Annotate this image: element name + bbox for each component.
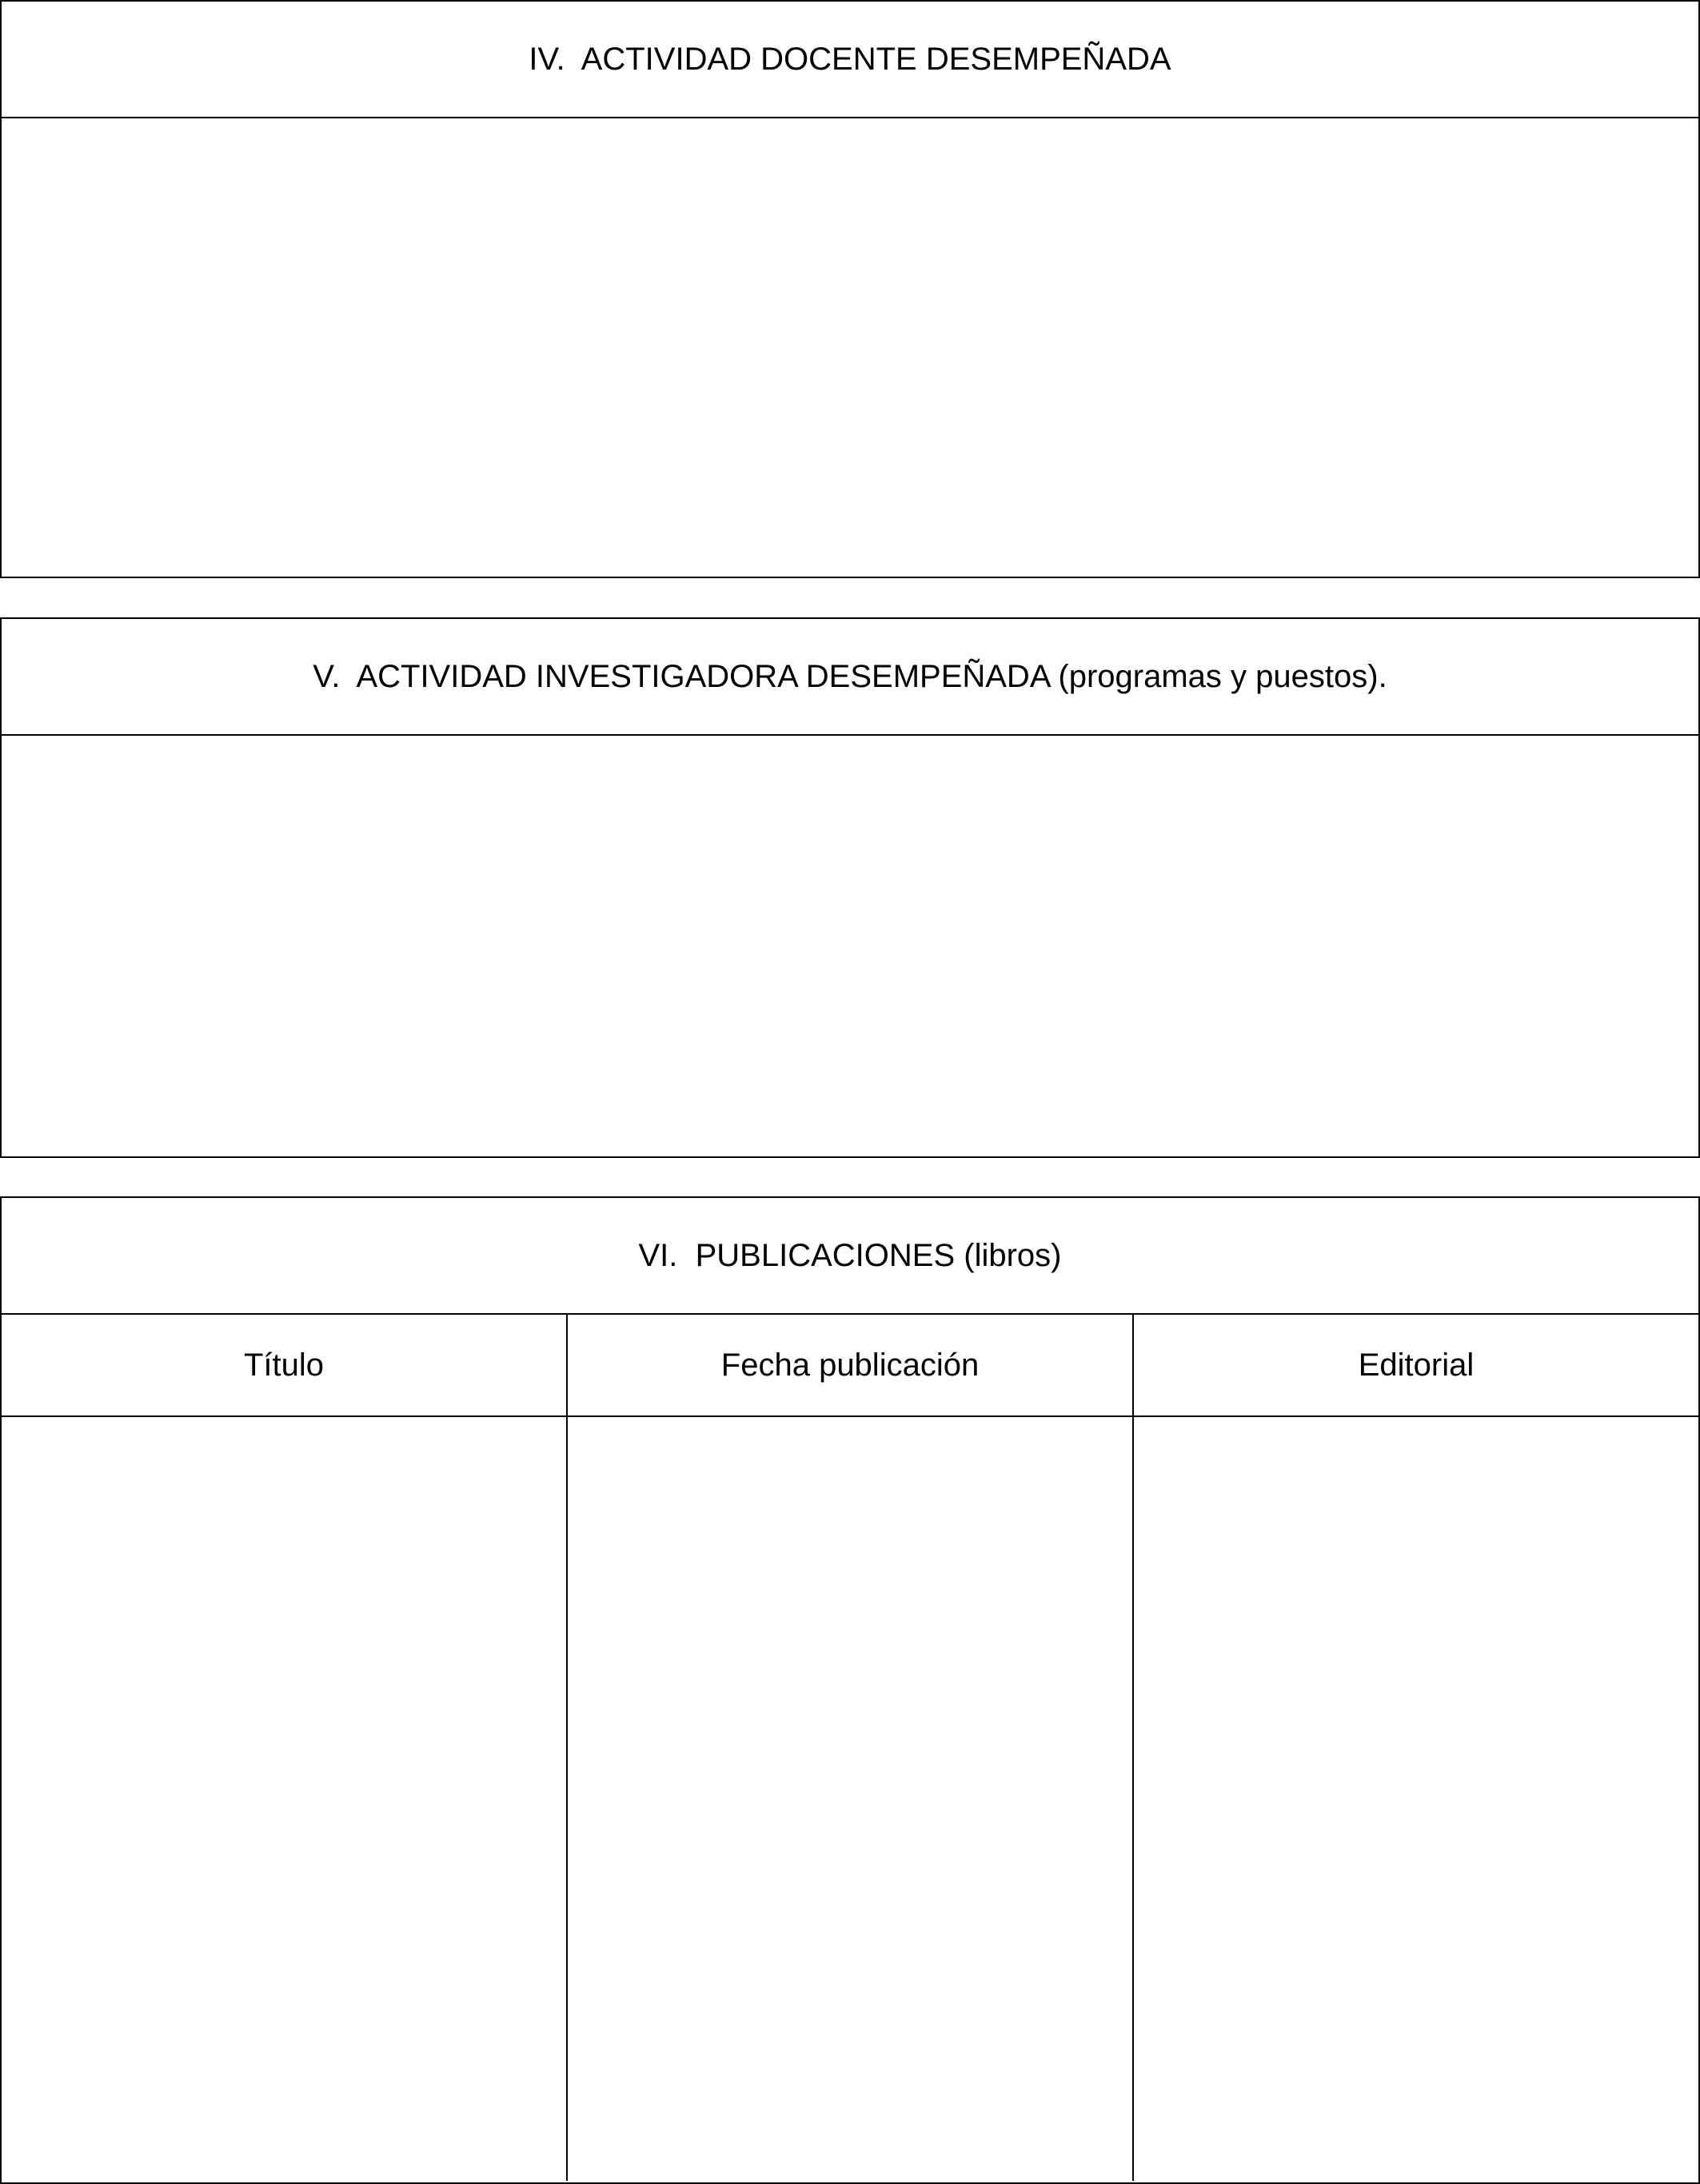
section-v-content-field[interactable] (2, 736, 1698, 1156)
column-header-fecha-publicacion: Fecha publicación (568, 1315, 1134, 1415)
section-vi-title: VI. PUBLICACIONES (libros) (2, 1198, 1698, 1315)
section-vi-publications-table (0, 1196, 1700, 2184)
titulo-field[interactable] (2, 1417, 568, 2181)
section-iv-content-field[interactable] (2, 118, 1698, 577)
column-header-editorial: Editorial (1358, 1347, 1475, 1383)
column-header-titulo: Título (2, 1315, 568, 1415)
section-iv-title: IV. ACTIVIDAD DOCENTE DESEMPEÑADA (2, 2, 1698, 118)
section-v-research-activity (0, 617, 1700, 1158)
table-header-row (2, 1315, 1698, 1417)
section-v-title: V. ACTIVIDAD INVESTIGADORA DESEMPEÑADA (programas y puestos). (2, 619, 1698, 736)
editorial-field[interactable] (1134, 1417, 1698, 2181)
fecha-publicacion-field[interactable] (568, 1417, 1134, 2181)
table-row (2, 1417, 1698, 2181)
section-iv-teaching-activity (0, 0, 1700, 578)
